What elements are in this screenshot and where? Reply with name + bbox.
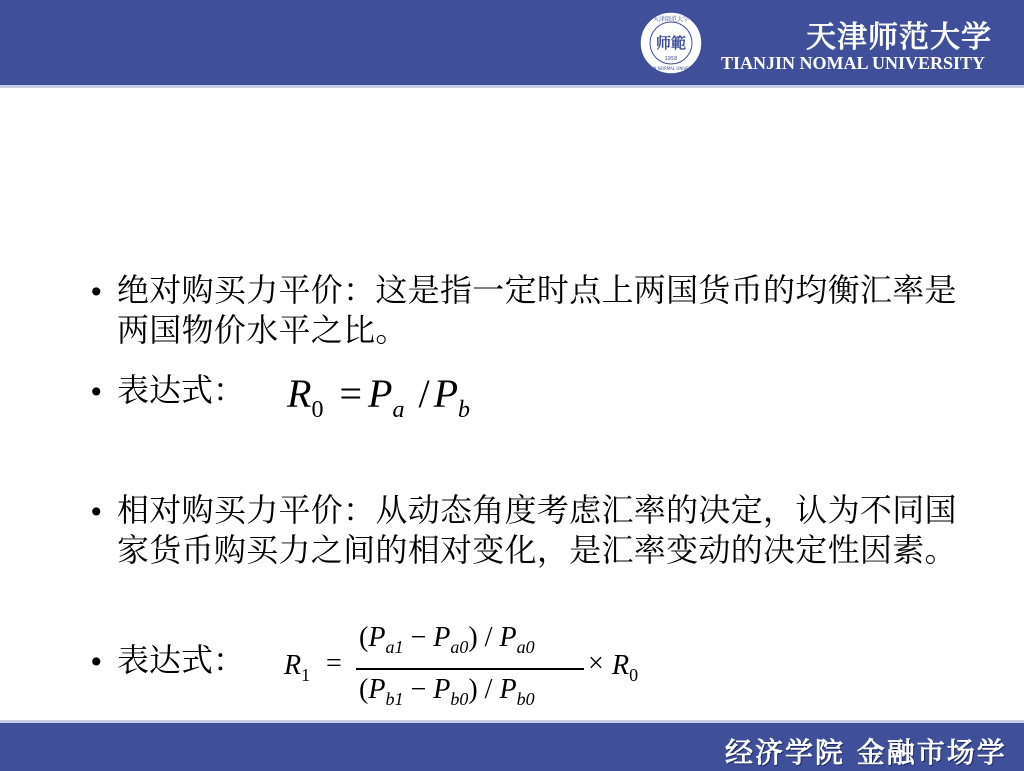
formula-subscript: b [458, 397, 470, 423]
formula-denominator: $(P_{b1} - P_{b0}) / P_{b0}$ [359, 674, 535, 709]
formula-numerator: $(P_{a1} - P_{a0}) / P_{a0}$ [359, 622, 535, 657]
formula-times: × [588, 648, 604, 679]
university-name-cn: 天津师范大学 [806, 20, 992, 55]
formula-subscript: 0 [311, 397, 324, 423]
bullet-dot: • [88, 276, 105, 309]
formula-subscript: a [392, 397, 405, 423]
formula-label: 表达式： [117, 371, 246, 409]
formula-lhs: $R_1$ [284, 650, 311, 685]
fraction-bar [356, 668, 584, 670]
seal-year: 1958 [664, 56, 678, 62]
bullet-dot: • [88, 646, 105, 679]
formula-slash: / [418, 371, 430, 416]
formula-symbol: P [368, 371, 393, 416]
bullet-dot: • [88, 496, 105, 529]
formula-equals: = [326, 648, 342, 679]
formula-absolute-ppp [287, 370, 507, 426]
bullet-dot: • [88, 376, 105, 409]
formula-symbol: R [287, 371, 312, 416]
bullet-absolute-ppp: 绝对购买力平价：这是指一定时点上两国货币的均衡汇率是两国物价水平之比。 [117, 271, 957, 349]
formula-rhs: $R_0$ [612, 650, 639, 685]
seal-ring-text: 天津師范大学 [652, 16, 690, 23]
formula-label: 表达式： [117, 641, 246, 679]
bullet-relative-ppp: 相对购买力平价：从动态角度考虑汇率的决定，认为不同国家货币购买力之间的相对变化，是汇率变动的决定性因素。 [117, 491, 957, 569]
footer-course-title: 经济学院 金融市场学 [725, 736, 1007, 769]
university-name-en: TIANJIN NOMAL UNIVERSITY [721, 53, 986, 73]
seal-center-text: 师範 [655, 34, 687, 52]
formula-equals: = [339, 371, 362, 416]
seal-bottom-text: TIANJIN NORMAL UNIVERSITY [641, 66, 701, 71]
formula-symbol: P [433, 371, 458, 416]
formula-relative-ppp [284, 622, 654, 718]
footer-bar [0, 720, 1024, 771]
